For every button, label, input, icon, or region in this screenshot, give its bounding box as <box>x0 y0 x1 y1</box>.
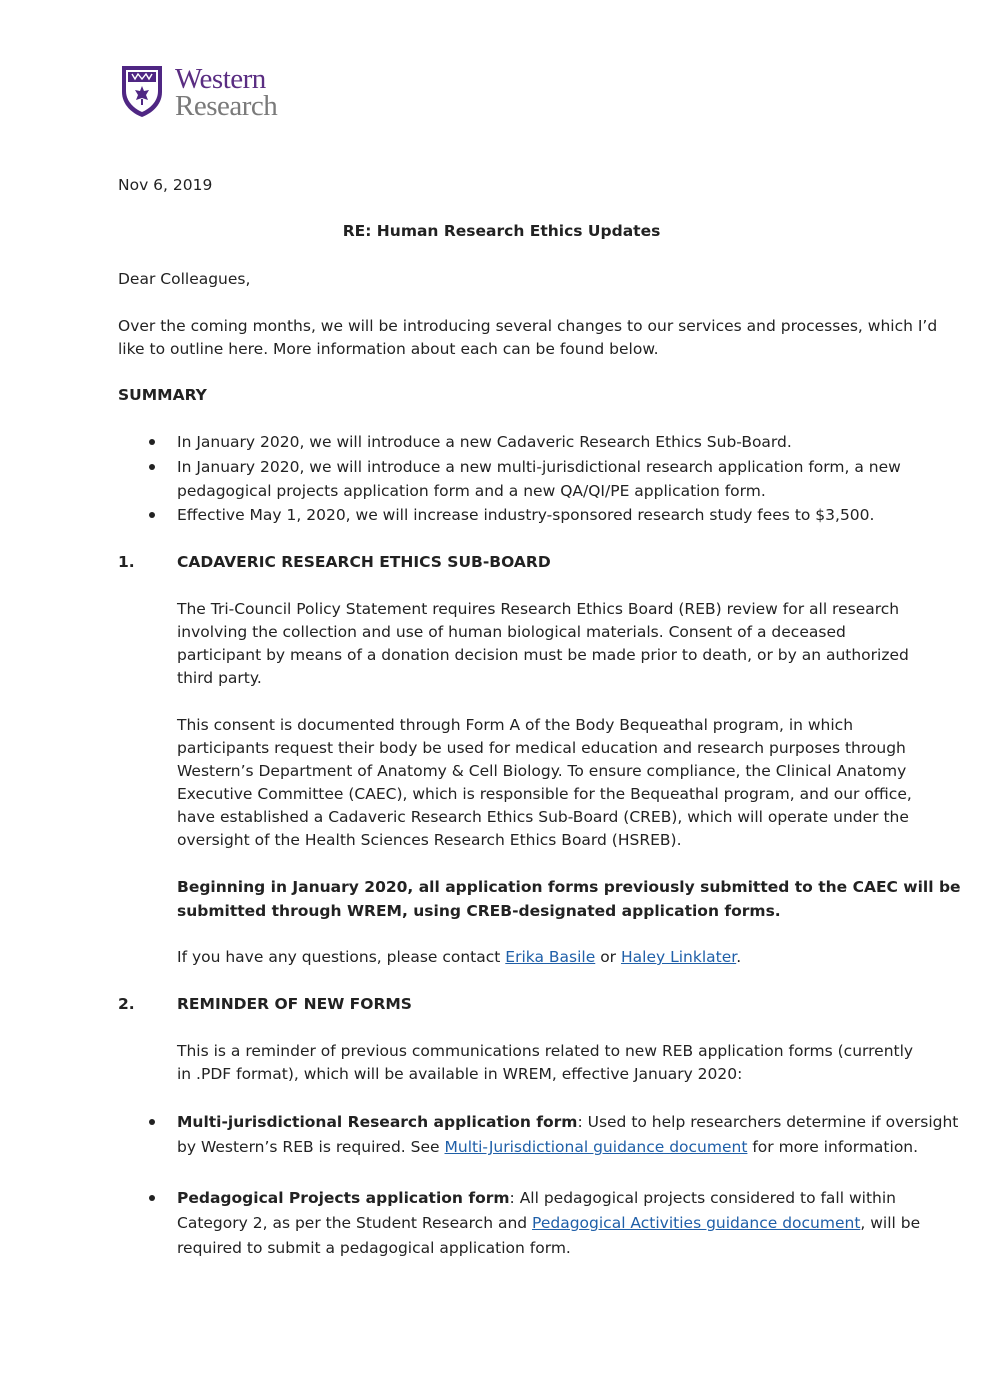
summary-item: pedagogical projects application form and a new QA/QI/PE application form. <box>177 482 766 500</box>
summary-item: In January 2020, we will introduce a new multi-jurisdictional research application form, a new <box>177 458 901 476</box>
summary-heading: SUMMARY <box>118 386 207 404</box>
section-1-para2-line: oversight of the Health Sciences Research Ethics Board (HSREB). <box>177 831 682 849</box>
contact-prefix: If you have any questions, please contact <box>177 948 506 966</box>
section-2-heading: REMINDER OF NEW FORMS <box>177 995 412 1013</box>
bullet-icon <box>149 439 155 445</box>
section-1-para1-line: involving the collection and use of human biological materials. Consent of a deceased <box>177 623 846 641</box>
bullet-icon <box>149 512 155 518</box>
bullet-icon <box>149 1119 155 1125</box>
bullet-icon <box>149 1195 155 1201</box>
summary-item: Effective May 1, 2020, we will increase industry-sponsored research study fees to $3,500. <box>177 506 875 524</box>
contact-link-erika-basile[interactable]: Erika Basile <box>505 948 596 966</box>
summary-item: In January 2020, we will introduce a new Cadaveric Research Ethics Sub-Board. <box>177 433 792 451</box>
section-1-bold-line: submitted through WREM, using CREB-designated application forms. <box>177 902 781 920</box>
section-1-para2-line: participants request their body be used for medical education and research purposes through <box>177 739 906 757</box>
section-1-para1-line: The Tri-Council Policy Statement requires Research Ethics Board (REB) review for all research <box>177 600 900 618</box>
section-2-para-line: in .PDF format), which will be available in WREM, effective January 2020: <box>177 1065 743 1083</box>
western-research-logo <box>120 62 310 124</box>
section-2-number: 2. <box>118 995 135 1013</box>
form-item-text: : All pedagogical projects considered to fall within <box>509 1189 896 1207</box>
form-item-multi-jurisdictional <box>177 1111 958 1134</box>
contact-suffix: . <box>736 948 742 966</box>
logo-text-western: Western <box>175 63 266 95</box>
section-1-para1-line: participant by means of a donation decision must be made prior to death, or by an authorized <box>177 646 909 664</box>
section-1-para2-line: This consent is documented through Form A of the Body Bequeathal program, in which <box>177 716 854 734</box>
section-1-para2-line: Western’s Department of Anatomy & Cell Biology. To ensure compliance, the Clinical Anatomy <box>177 762 907 780</box>
section-1-bold-line: Beginning in January 2020, all application forms previously submitted to the CAEC will be <box>177 878 961 896</box>
intro-line: Over the coming months, we will be introducing several changes to our services and processes, which I’d <box>118 317 938 335</box>
letter-date: Nov 6, 2019 <box>118 176 213 194</box>
section-2-para-line: This is a reminder of previous communications related to new REB application forms (currently <box>177 1042 914 1060</box>
section-1-para2-line: have established a Cadaveric Research Ethics Sub-Board (CREB), which will operate under the <box>177 808 909 826</box>
logo-text-research: Research <box>175 90 278 122</box>
bullet-icon <box>149 464 155 470</box>
salutation: Dear Colleagues, <box>118 270 251 288</box>
multi-jurisdictional-guidance-link[interactable]: Multi-Jurisdictional guidance document <box>444 1138 748 1156</box>
form-item-text: : Used to help researchers determine if oversight <box>577 1113 959 1131</box>
form-item-title: Multi-jurisdictional Research application form <box>177 1113 578 1131</box>
form-item-text: for more information. <box>747 1138 919 1156</box>
contact-link-haley-linklater[interactable]: Haley Linklater <box>620 948 737 966</box>
contact-middle: or <box>595 948 621 966</box>
section-1-para1-line: third party. <box>177 669 262 687</box>
pedagogical-activities-guidance-link[interactable]: Pedagogical Activities guidance document <box>532 1214 861 1232</box>
form-item-text: Category 2, as per the Student Research and <box>177 1214 533 1232</box>
form-item-pedagogical <box>177 1187 896 1210</box>
intro-line: like to outline here. More information about each can be found below. <box>118 340 659 358</box>
form-item-multi-jurisdictional-line2 <box>177 1136 918 1159</box>
section-1-number: 1. <box>118 553 135 571</box>
section-1-heading: CADAVERIC RESEARCH ETHICS SUB-BOARD <box>177 553 551 571</box>
letter-subject: RE: Human Research Ethics Updates <box>342 222 661 240</box>
form-item-text: by Western’s REB is required. See <box>177 1138 445 1156</box>
form-item-title: Pedagogical Projects application form <box>177 1189 510 1207</box>
form-item-text: , will be <box>860 1214 921 1232</box>
shield-crest-icon <box>120 62 164 118</box>
contact-line <box>177 946 741 969</box>
form-item-pedagogical-line2 <box>177 1212 920 1235</box>
form-item-pedagogical-line3: required to submit a pedagogical application form. <box>177 1239 571 1257</box>
section-1-para2-line: Executive Committee (CAEC), which is responsible for the Bequeathal program, and our office, <box>177 785 912 803</box>
